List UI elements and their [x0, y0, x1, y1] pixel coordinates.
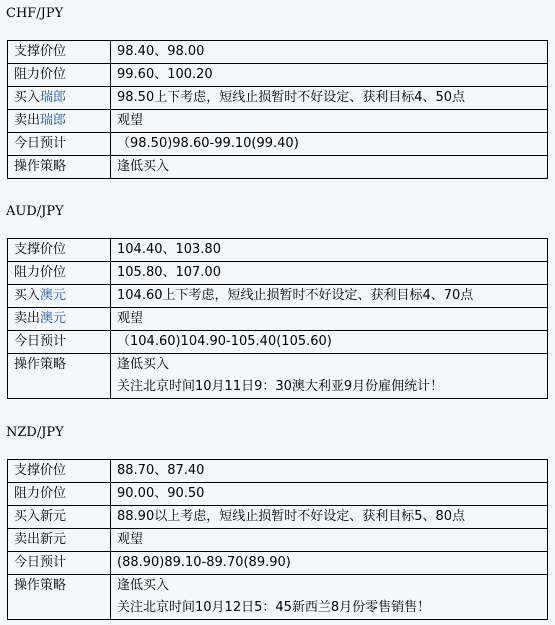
table-row — [8, 156, 548, 179]
row-label — [8, 110, 111, 133]
row-value: 观望 — [111, 308, 548, 331]
row-label: 今日预计 — [8, 552, 111, 575]
row-label: 支撑价位 — [8, 239, 111, 262]
row-label — [8, 308, 111, 331]
row-value: 90.00、90.50 — [111, 483, 548, 506]
row-value: 98.50上下考虑，短线止损暂时不好设定、获利目标4、50点 — [111, 87, 548, 110]
strategy-text: 逢低买入 — [117, 357, 170, 372]
currency-link[interactable]: 澳元 — [40, 311, 67, 326]
row-label: 今日预计 — [8, 331, 111, 354]
strategy-table-aud-jpy — [7, 238, 548, 399]
event-note: 关注北京时间10月11日9：30澳大利亚9月份雇佣统计！ — [117, 379, 444, 394]
table-row — [8, 64, 548, 87]
label-prefix: 卖出 — [14, 113, 41, 128]
row-value: 88.90以上考虑，短线止损暂时不好设定、获利目标5、80点 — [111, 506, 548, 529]
row-label — [8, 285, 111, 308]
row-label: 操作策略 — [8, 156, 111, 179]
row-label: 买入新元 — [8, 506, 111, 529]
row-value: 104.40、103.80 — [111, 239, 548, 262]
row-label — [8, 87, 111, 110]
event-note: 关注北京时间10月12日5：45新西兰8月份零售销售！ — [117, 600, 431, 615]
row-label: 操作策略 — [8, 575, 111, 620]
table-row — [8, 285, 548, 308]
table-row — [8, 575, 548, 620]
table-row — [8, 506, 548, 529]
table-row — [8, 41, 548, 64]
row-label: 操作策略 — [8, 354, 111, 399]
label-prefix: 买入 — [14, 288, 41, 303]
row-value: 104.60上下考虑，短线止损暂时不好设定、获利目标4、70点 — [111, 285, 548, 308]
table-row — [8, 552, 548, 575]
row-value: 观望 — [111, 529, 548, 552]
section-heading-aud-jpy: AUD/JPY — [6, 204, 64, 219]
section-heading-chf-jpy: CHF/JPY — [6, 6, 64, 21]
row-label: 支撑价位 — [8, 41, 111, 64]
currency-link[interactable]: 瑞郎 — [40, 90, 67, 105]
strategy-text: 逢低买入 — [117, 578, 170, 593]
row-label: 阻力价位 — [8, 483, 111, 506]
table-row — [8, 460, 548, 483]
table-row — [8, 331, 548, 354]
table-row — [8, 483, 548, 506]
row-value — [111, 575, 548, 620]
table-row — [8, 262, 548, 285]
row-label: 阻力价位 — [8, 64, 111, 87]
table-row — [8, 529, 548, 552]
row-label: 支撑价位 — [8, 460, 111, 483]
table-row — [8, 133, 548, 156]
table-row — [8, 87, 548, 110]
label-prefix: 卖出 — [14, 311, 41, 326]
row-value: 99.60、100.20 — [111, 64, 548, 87]
currency-link[interactable]: 澳元 — [40, 288, 67, 303]
strategy-table-chf-jpy — [7, 40, 548, 179]
row-value: （98.50)98.60-99.10(99.40) — [111, 133, 548, 156]
row-value: 98.40、98.00 — [111, 41, 548, 64]
row-value: 逢低买入 — [111, 156, 548, 179]
label-prefix: 买入 — [14, 90, 41, 105]
row-value: 105.80、107.00 — [111, 262, 548, 285]
table-row — [8, 239, 548, 262]
row-label: 今日预计 — [8, 133, 111, 156]
row-value — [111, 354, 548, 399]
row-label: 阻力价位 — [8, 262, 111, 285]
section-heading-nzd-jpy: NZD/JPY — [6, 425, 64, 440]
table-row — [8, 308, 548, 331]
table-row — [8, 110, 548, 133]
table-row — [8, 354, 548, 399]
row-value: 观望 — [111, 110, 548, 133]
strategy-table-nzd-jpy — [7, 459, 548, 620]
row-label: 卖出新元 — [8, 529, 111, 552]
row-value: 88.70、87.40 — [111, 460, 548, 483]
currency-link[interactable]: 瑞郎 — [40, 113, 67, 128]
row-value: (88.90)89.10-89.70(89.90) — [111, 552, 548, 575]
row-value: （104.60)104.90-105.40(105.60) — [111, 331, 548, 354]
